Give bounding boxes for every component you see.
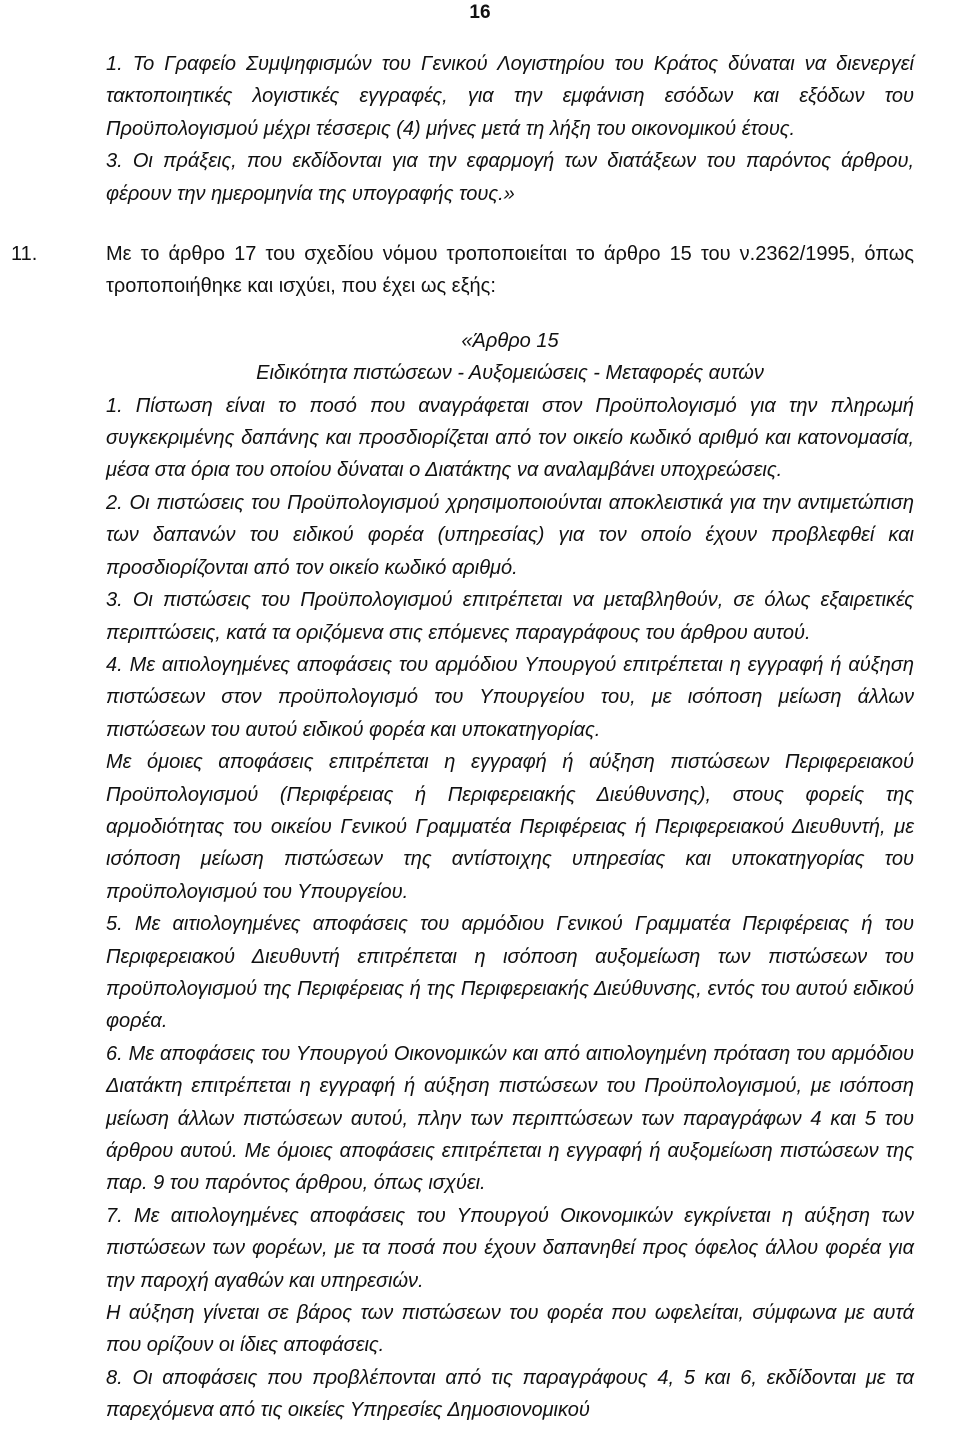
page-number: 16 [469, 2, 491, 23]
article-paragraph-6: 6. Με αποφάσεις του Υπουργού Οικονομικών και από αιτιολογημένη πρόταση του αρμόδιου Διατάκτη επιτρέπεται η εγγραφή ή αύξηση πιστώσεων του Προϋπολογισμού, με ισόποση μείωση άλλων πιστώσεων αυτού, πλην των περιπτώσεων των παραγράφων 4 και 5 του άρθρου αυτού. Με όμοιες αποφάσεις επιτρέπεται η εγγραφή ή αυξομείωση πιστώσεων της παρ. 9 του παρόντος άρθρου, όπως ισχύει. [106, 1042, 914, 1195]
quoted-paragraph-3: 3. Οι πράξεις, που εκδίδονται για την εφαρμογή των διατάξεων του παρόντος άρθρου, φέρουν την ημερομηνία της υπογραφής τους.» [106, 150, 914, 205]
article-paragraph-4b: Με όμοιες αποφάσεις επιτρέπεται η εγγραφή ή αύξηση πιστώσεων Περιφερειακού Προϋπολογισμού (Περιφέρειας ή Περιφερειακής Διεύθυνσης), στους φορείς της αρμοδιότητας του οικείου Γενικού Γραμματέα Περιφέρειας ή Περιφερειακού Διευθυντή, με ισόποση μείωση πιστώσεων της αντίστοιχης υπηρεσίας και υποκατηγορίας του προϋπολογισμού του Υπουργείου. [106, 751, 914, 903]
document-body [11, 48, 914, 1427]
article-paragraph-4: 4. Με αιτιολογημένες αποφάσεις του αρμόδιου Υπουργού επιτρέπεται η εγγραφή ή αύξηση πιστώσεων στον προϋπολογισμό του Υπουργείου του, με ισόποση μείωση άλλων πιστώσεων του αυτού ειδικού φορέα και υποκατηγορίας. [106, 653, 914, 741]
article-paragraph-8: 8. Οι αποφάσεις που προβλέπονται από τις παραγράφους 4, 5 και 6, εκδίδονται με τα παρεχόμενα από τις οικείες Υπηρεσίες Δημοσιονομικού [106, 1366, 914, 1422]
item-11-number: 11. [11, 243, 38, 266]
article-paragraph-7: 7. Με αιτιολογημένες αποφάσεις του Υπουργού Οικονομικών εγκρίνεται η αύξηση των πιστώσεων των φορέων, με τα ποσά που έχουν δαπανηθεί προς όφελος άλλου φορέα για την παροχή αγαθών και υπηρεσιών. [106, 1204, 914, 1292]
quoted-paragraph-1: 1. Το Γραφείο Συμψηφισμών του Γενικού Λογιστηρίου του Κράτος δύναται να διενεργεί τακτοποιητικές λογιστικές εγγραφές, για την εμφάνιση εσόδων και εξόδων του Προϋπολογισμού μέχρι τέσσερις (4) μήνες μετά τη λήξη του οικονομικού έτους. [106, 53, 914, 140]
item-11-paragraph [11, 238, 914, 303]
article-paragraph-2: 2. Οι πιστώσεις του Προϋπολογισμού χρησιμοποιούνται αποκλειστικά για την αντιμετώπιση των δαπανών του ειδικού φορέα (υπηρεσίας) για τον οποίο έχουν προβλεφθεί και προσδιορίζονται από τον οικείο κωδικό αριθμό. [106, 491, 914, 579]
article-heading: «Άρθρο 15 [461, 329, 559, 352]
article-paragraph-7b: Η αύξηση γίνεται σε βάρος των πιστώσεων του φορέα που ωφελείται, σύμφωνα με αυτά που ορίζουν οι ίδιες αποφάσεις. [106, 1302, 914, 1357]
article-paragraph-5: 5. Με αιτιολογημένες αποφάσεις του αρμόδιου Γενικού Γραμματέα Περιφέρειας ή του Περιφερειακού Διευθυντή επιτρέπεται η ισόποση αυξομείωση των πιστώσεων του προϋπολογισμού της Περιφέρειας ή της Περιφερειακής Διεύθυνσης, εντός του αυτού ειδικού φορέα. [106, 913, 914, 1033]
article-paragraph-3: 3. Οι πιστώσεις του Προϋπολογισμού επιτρέπεται να μεταβληθούν, σε όλως εξαιρετικές περιπτώσεις, κατά τα οριζόμενα στις επόμενες παραγράφους του άρθρου αυτού. [106, 589, 914, 644]
article-subheading: Ειδικότητα πιστώσεων - Αυξομειώσεις - Μεταφορές αυτών [256, 362, 764, 385]
item-11-text: Με το άρθρο 17 του σχεδίου νόμου τροποποιείται το άρθρο 15 του ν.2362/1995, όπως τροποποιήθηκε και ισχύει, που έχει ως εξής: [106, 243, 914, 298]
article-paragraph-1: 1. Πίστωση είναι το ποσό που αναγράφεται στον Προϋπολογισμό για την πληρωμή συγκεκριμένης δαπάνης και προσδιορίζεται από τον οικείο κωδικό αριθμό και κατονομασία, μέσα στα όρια του οποίου δύναται ο Διατάκτης να αναλαμβάνει υποχρεώσεις. [106, 394, 914, 482]
